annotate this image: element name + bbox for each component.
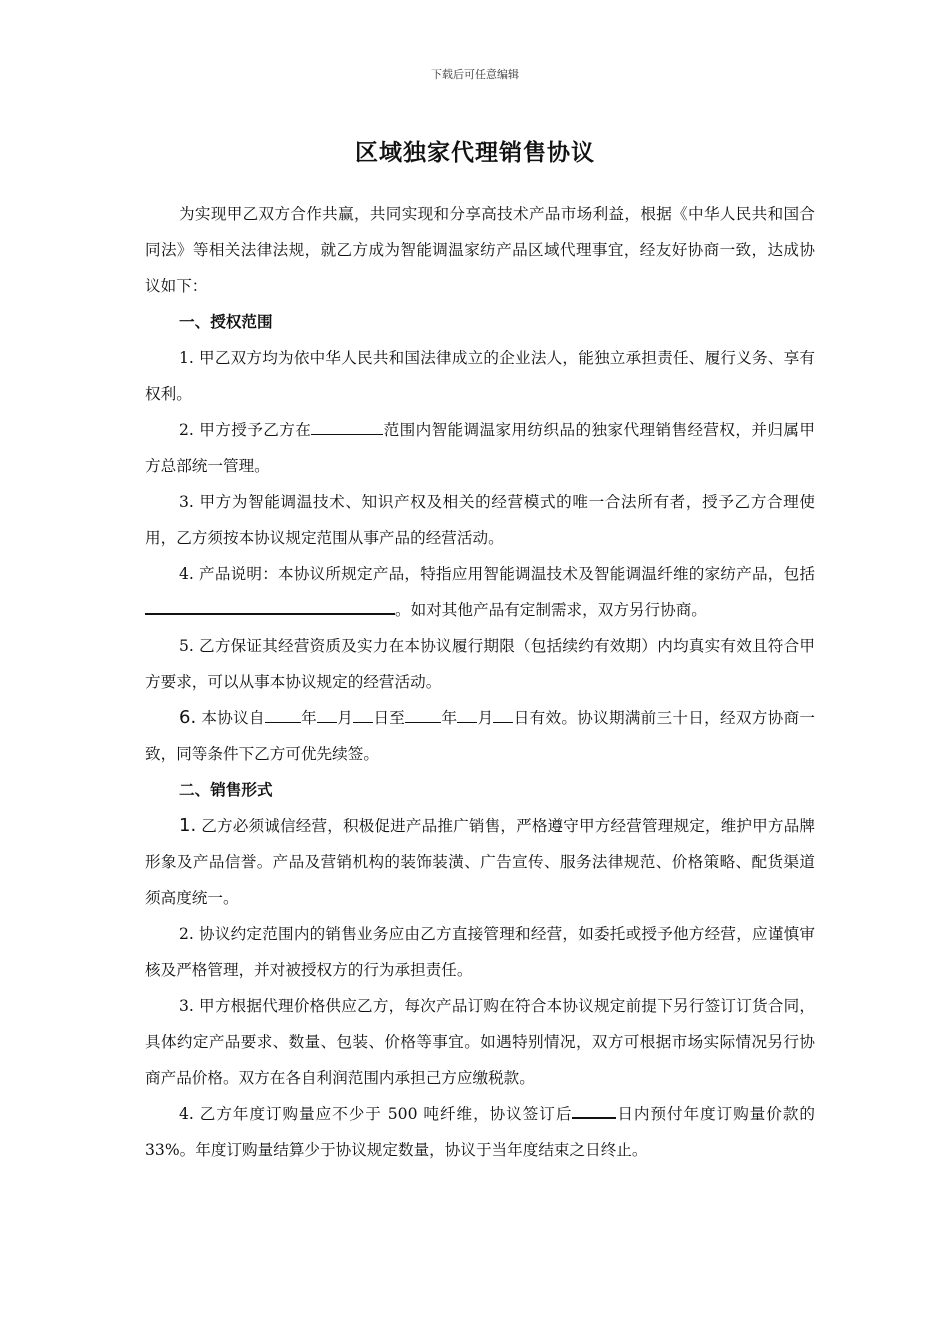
item-6-month-label: 月 xyxy=(337,709,354,727)
section-2-item-1 xyxy=(145,808,815,916)
start-year-blank[interactable] xyxy=(265,707,301,723)
item-6-year-label: 年 xyxy=(300,709,318,727)
item-6-text-a: 本协议自 xyxy=(196,709,265,727)
days-blank[interactable] xyxy=(572,1102,616,1119)
item-6-text-end: 日有效。协议期满前三十日，经双方协商一致，同等条件下乙方可优先续签。 xyxy=(145,709,815,763)
item-2-text-a: 2. 甲方授予乙方在 xyxy=(179,421,312,439)
section-2-item-1-number: 1. xyxy=(179,815,197,836)
section-1-item-4 xyxy=(145,556,815,628)
item-2-text-b: 范围内智能调温家用纺织品的独家代理销售经营权，并归属甲方总部统一管理。 xyxy=(145,421,815,475)
section-1-item-2 xyxy=(145,412,815,484)
end-year-blank[interactable] xyxy=(405,707,441,723)
section-1-item-6 xyxy=(145,700,815,772)
intro-paragraph: 为实现甲乙双方合作共赢，共同实现和分享高技术产品市场利益，根据《中华人民共和国合同法》等相关法律法规，就乙方成为智能调温家纺产品区域代理事宜，经友好协商一致，达成协议如下： xyxy=(145,205,815,295)
document-title: 区域独家代理销售协议 xyxy=(355,140,595,166)
section-1-item-1: 1. 甲乙双方均为依中华人民共和国法律成立的企业法人，能独立承担责任、履行义务、享有权利。 xyxy=(145,349,815,403)
item-4-text-b: 。如对其他产品有定制需求，双方另行协商。 xyxy=(395,601,707,619)
section-1-item-5: 5. 乙方保证其经营资质及实力在本协议履行期限（包括续约有效期）内均真实有效且符合甲方要求，可以从事本协议规定的经营活动。 xyxy=(145,637,815,691)
item-6-number: 6. xyxy=(179,707,197,728)
products-blank[interactable] xyxy=(145,598,395,615)
section-2-item-4 xyxy=(145,1096,815,1168)
section-1-item-3: 3. 甲方为智能调温技术、知识产权及相关的经营模式的唯一合法所有者，授予乙方合理使用，乙方须按本协议规定范围从事产品的经营活动。 xyxy=(145,493,815,547)
header-note: 下载后可任意编辑 xyxy=(431,68,519,81)
section-2-item-3: 3. 甲方根据代理价格供应乙方，每次产品订购在符合本协议规定前提下另行签订订货合同，具体约定产品要求、数量、包装、价格等事宜。如遇特别情况，双方可根据市场实际情况另行协商产品价格。双方在各自利润范围内承担己方应缴税款。 xyxy=(145,997,815,1087)
item-6-to-label: 日至 xyxy=(373,709,406,727)
start-day-blank[interactable] xyxy=(353,707,373,723)
section-2-item-4-text-a: 4. 乙方年度订购量应不少于 500 吨纤维，协议签订后 xyxy=(179,1105,573,1123)
section-2-item-4-text-b: 日内预付年度订购量价款的 33%。年度订购量结算少于协议规定数量，协议于当年度结束之日终止。 xyxy=(145,1105,815,1159)
section-2-heading: 二、销售形式 xyxy=(179,780,273,799)
item-6-end-month-label: 月 xyxy=(477,709,494,727)
territory-blank[interactable] xyxy=(311,419,383,435)
section-2-item-2: 2. 协议约定范围内的销售业务应由乙方直接管理和经营，如委托或授予他方经营，应谨慎审核及严格管理，并对被授权方的行为承担责任。 xyxy=(145,925,815,979)
section-2-item-1-text: 乙方必须诚信经营，积极促进产品推广销售，严格遵守甲方经营管理规定，维护甲方品牌形象及产品信誉。产品及营销机构的装饰装潢、广告宣传、服务法律规范、价格策略、配货渠道须高度统一。 xyxy=(145,817,815,907)
item-6-end-year-label: 年 xyxy=(441,709,458,727)
document-body xyxy=(145,196,815,1168)
end-day-blank[interactable] xyxy=(493,707,513,723)
start-month-blank[interactable] xyxy=(317,707,337,723)
end-month-blank[interactable] xyxy=(457,707,477,723)
section-1-heading: 一、授权范围 xyxy=(179,312,273,331)
item-4-text-a: 4. 产品说明：本协议所规定产品，特指应用智能调温技术及智能调温纤维的家纺产品，包括 xyxy=(179,565,815,583)
